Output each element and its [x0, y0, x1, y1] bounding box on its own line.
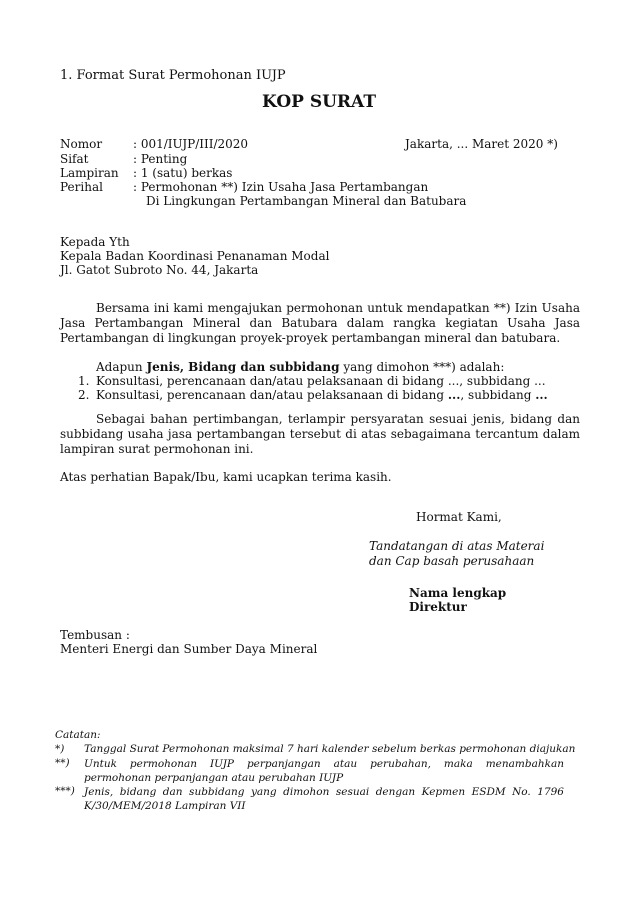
list-number-1: 1.: [78, 374, 90, 388]
list-item-2-bidang: ...: [447, 388, 461, 402]
note-mark-1: *): [55, 743, 65, 755]
recipient-greeting: Kepada Yth: [60, 235, 130, 249]
note-mark-3: ***): [55, 785, 75, 797]
sifat-value: : Penting: [133, 152, 188, 166]
sifat-label: Sifat: [60, 152, 89, 166]
lampiran-value: : 1 (satu) berkas: [133, 166, 233, 180]
paragraph-2-bold: Jenis, Bidang dan subbidang: [146, 360, 340, 374]
list-item-2-mid: , subbidang: [460, 388, 536, 402]
nomor-value: : 001/IUJP/III/2020: [133, 137, 249, 151]
cc-label: Tembusan :: [60, 628, 130, 642]
paragraph-2-suffix: yang dimohon ***) adalah:: [339, 360, 505, 374]
section-heading: 1. Format Surat Permohonan IUJP: [60, 68, 286, 83]
body-paragraph-4: Atas perhatian Bapak/Ibu, kami ucapkan terima kasih.: [60, 470, 392, 484]
nomor-label: Nomor: [60, 137, 103, 151]
letterhead-title: KOP SURAT: [262, 92, 376, 112]
closing-text: Hormat Kami,: [416, 510, 502, 524]
perihal-label: Perihal: [60, 180, 103, 194]
note-text-2: Untuk permohonan IUJP perpanjangan atau perubahan, maka menambahkan permohonan perpanjangan atau perubahan IUJP: [84, 758, 564, 784]
note-text-1: Tanggal Surat Permohonan maksimal 7 hari kalender sebelum berkas permohonan diajukan: [84, 743, 576, 755]
signer-title: Direktur: [409, 600, 467, 614]
signer-name: Nama lengkap: [409, 586, 507, 600]
signature-instruction-1: Tandatangan di atas Materai: [369, 539, 545, 553]
paragraph-2-prefix: Adapun: [96, 360, 147, 374]
lampiran-label: Lampiran: [60, 166, 119, 180]
notes-heading: Catatan:: [55, 729, 101, 741]
perihal-value-line2: Di Lingkungan Pertambangan Mineral dan Batubara: [146, 194, 467, 208]
body-paragraph-3: Sebagai bahan pertimbangan, terlampir persyaratan sesuai jenis, bidang dan subbidang usaha jasa pertambangan tersebut di atas sebagaimana tercantum dalam lampiran surat permohonan ini.: [60, 412, 580, 456]
body-paragraph-1: Bersama ini kami mengajukan permohonan untuk mendapatkan **) Izin Usaha Jasa Pertambangan Mineral dan Batubara dalam rangka kegiatan Usaha Jasa Pertambangan di lingkungan proyek-proyek pertambangan mineral dan batubara.: [60, 301, 580, 345]
cc-recipient: Menteri Energi dan Sumber Daya Mineral: [60, 642, 318, 656]
place-date: Jakarta, ... Maret 2020 *): [405, 137, 558, 151]
list-item-2-text: Konsultasi, perencanaan dan/atau pelaksanaan di bidang: [96, 388, 448, 402]
note-mark-2: **): [55, 757, 70, 769]
note-text-3: Jenis, bidang dan subbidang yang dimohon sesuai dengan Kepmen ESDM No. 1796 K/30/MEM/2018 Lampiran VII: [84, 786, 564, 812]
list-item-2-subbidang: ...: [535, 388, 548, 402]
recipient-name: Kepala Badan Koordinasi Penanaman Modal: [60, 249, 330, 263]
perihal-value-line1: : Permohonan **) Izin Usaha Jasa Pertambangan: [133, 180, 429, 194]
recipient-address: Jl. Gatot Subroto No. 44, Jakarta: [60, 263, 259, 277]
list-item-1: Konsultasi, perencanaan dan/atau pelaksanaan di bidang ..., subbidang ...: [96, 374, 546, 388]
list-item-2: [96, 388, 548, 402]
body-paragraph-2: [96, 360, 504, 374]
signature-instruction-2: dan Cap basah perusahaan: [369, 554, 535, 568]
list-number-2: 2.: [78, 388, 90, 402]
